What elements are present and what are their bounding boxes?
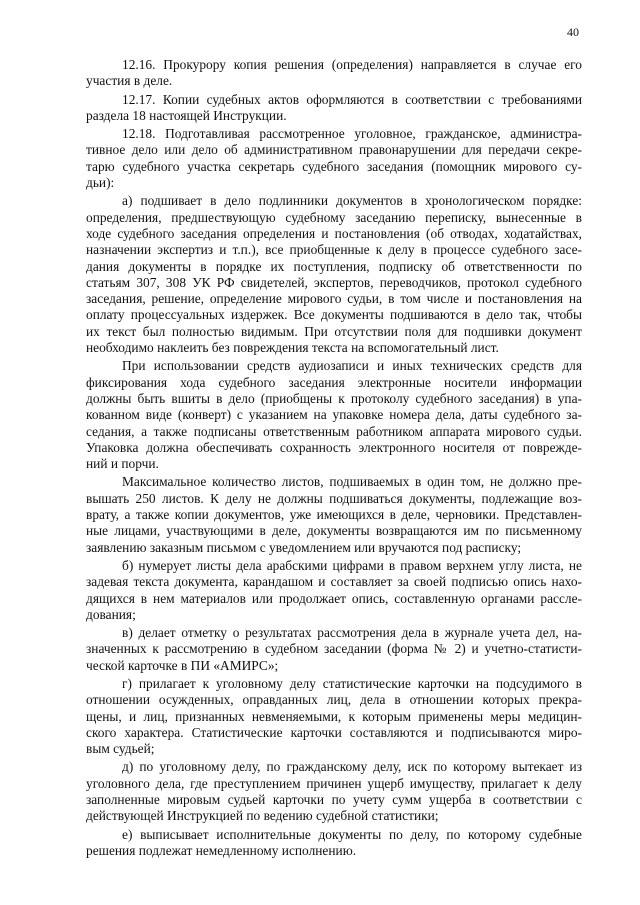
text-line: ческой карточке в ПИ «АМИРС»; [86, 657, 279, 673]
text-line: назначении экспертиз и т.п.), все приобщенные к делу в процессе судебного засе- [86, 242, 582, 258]
document-body [86, 57, 582, 859]
text-line: фиксирования хода судебного заседания электронные носители информации [86, 374, 582, 390]
text-line: дьи): [86, 175, 115, 191]
text-line: заявлению заказным письмом с уведомлением или вручаются под расписку; [86, 539, 522, 555]
text-line: решения подлежат немедленному исполнению. [86, 842, 357, 858]
text-line: ные лицами, участвующими в деле, документы возвращаются им по письменному [86, 523, 582, 539]
text-line: тарю судебного участка секретарь судебного заседания (помощник мирового су- [86, 158, 582, 174]
text-line: б) нумерует листы дела арабскими цифрами в правом верхнем углу листа, не [122, 557, 582, 573]
text-line: уголовного дела, где преступлением причинен ущерб имуществу, прилагает к делу [86, 775, 582, 791]
paragraph-p-max [86, 474, 582, 555]
text-line: действующей Инструкцией по ведению судебной статистики; [86, 808, 439, 824]
text-line: д) по уголовному делу, по гражданскому делу, иск по которому вытекает из [122, 759, 582, 775]
text-line: ний и порчи. [86, 456, 159, 472]
text-line: 12.17. Копии судебных актов оформляются в соответствии с требованиями [122, 91, 582, 107]
text-line: кованном виде (конверт) с указанием на упаковке номера дела, даты судебного за- [86, 407, 582, 423]
text-line: г) прилагает к уголовному делу статистические карточки на подсудимого в [122, 675, 582, 691]
text-line: дования; [86, 606, 136, 622]
text-line: участия в деле. [86, 73, 173, 89]
text-line: раздела 18 настоящей Инструкции. [86, 107, 287, 123]
text-line: задевая текста документа, карандашом и составляет за своей подписью опись нахо- [86, 574, 582, 590]
text-line: значенных к рассмотрению в судебном заседании (форма № 2) и учетно-статисти- [86, 641, 582, 657]
text-line: должны быть вшиты в дело (приобщены к протоколу судебного заседания) в упа- [86, 390, 582, 406]
text-line: 12.16. Прокурору копия решения (определения) направляется в случае его [122, 57, 582, 72]
text-line: дящихся в нем материалов или продолжает опись, составленную органами рассле- [86, 590, 582, 606]
text-line: а) подшивает в дело подлинники документов в хронологическом порядке: [122, 193, 582, 209]
text-line: вышать 250 листов. К делу не должны подшиваться документы, подлежащие воз- [86, 490, 582, 506]
text-line: 12.18. Подготавливая рассмотренное уголовное, гражданское, администра- [122, 126, 582, 142]
paragraph-p-audio [86, 358, 582, 472]
paragraph-p-d [86, 759, 582, 824]
paragraph-p-b [86, 558, 582, 623]
text-line: седания, а также подписаны ответственным работником аппарата мирового судьи. [86, 423, 582, 439]
paragraph-p-12-16 [86, 57, 582, 90]
text-line: их текст был полностью видимым. При отсутствии поля для подшивки документ [86, 323, 582, 339]
text-line: отношении осужденных, оправданных лиц, дела в отношении которых прекра- [86, 692, 582, 708]
text-line: е) выписывает исполнительные документы по делу, по которому судебные [122, 826, 582, 842]
paragraph-p-a [86, 193, 582, 356]
text-line: вым судьей; [86, 741, 155, 757]
text-line: ского характера. Статистические карточки составляются и подписываются миро- [86, 724, 582, 740]
text-line: оплату процессуальных издержек. Все документы подшиваются в дело так, чтобы [86, 307, 582, 323]
text-line: врату, а также копии документов, уже имеющихся в деле, черновики. Представлен- [86, 507, 582, 523]
text-line: тивное дело или дело об административном правонарушении для передачи секре- [86, 142, 582, 158]
paragraph-p-12-18 [86, 126, 582, 191]
text-line: определения, предшествующую судебному заседанию переписку, вынесенные в [86, 209, 582, 225]
text-line: При использовании средств аудиозаписи и иных технических средств для [122, 358, 582, 374]
text-line: необходимо наклеить без повреждения текста на вспомогательный лист. [86, 340, 499, 356]
text-line: статьям 307, 308 УК РФ свидетелей, экспертов, переводчиков, протокол судебного [86, 274, 582, 290]
text-line: заседания, решение, определение мирового судьи, в том числе и постановления на [86, 291, 582, 307]
text-line: щены, и лиц, признанных невменяемыми, к которым применены меры медицин- [86, 708, 582, 724]
text-line: в) делает отметку о результатах рассмотрения дела в журнале учета дел, на- [122, 625, 582, 641]
paragraph-p-e [86, 827, 582, 860]
paragraph-p-g [86, 676, 582, 757]
paragraph-p-v [86, 625, 582, 674]
text-line: заполненные мировым судьей карточки по учету сумм ущерба в соответствии с [86, 792, 582, 808]
text-line: дания документы в порядке их поступления, подписку об ответственности по [86, 258, 582, 274]
text-line: ходе судебного заседания определения и постановления (об отводах, ходатайствах, [86, 225, 582, 241]
text-line: Максимальное количество листов, подшиваемых в один том, не должно пре- [122, 474, 582, 490]
paragraph-p-12-17 [86, 92, 582, 125]
text-line: Упаковка должна обеспечивать сохранность электронного носителя от поврежде- [86, 439, 582, 455]
page-number: 40 [567, 25, 579, 39]
